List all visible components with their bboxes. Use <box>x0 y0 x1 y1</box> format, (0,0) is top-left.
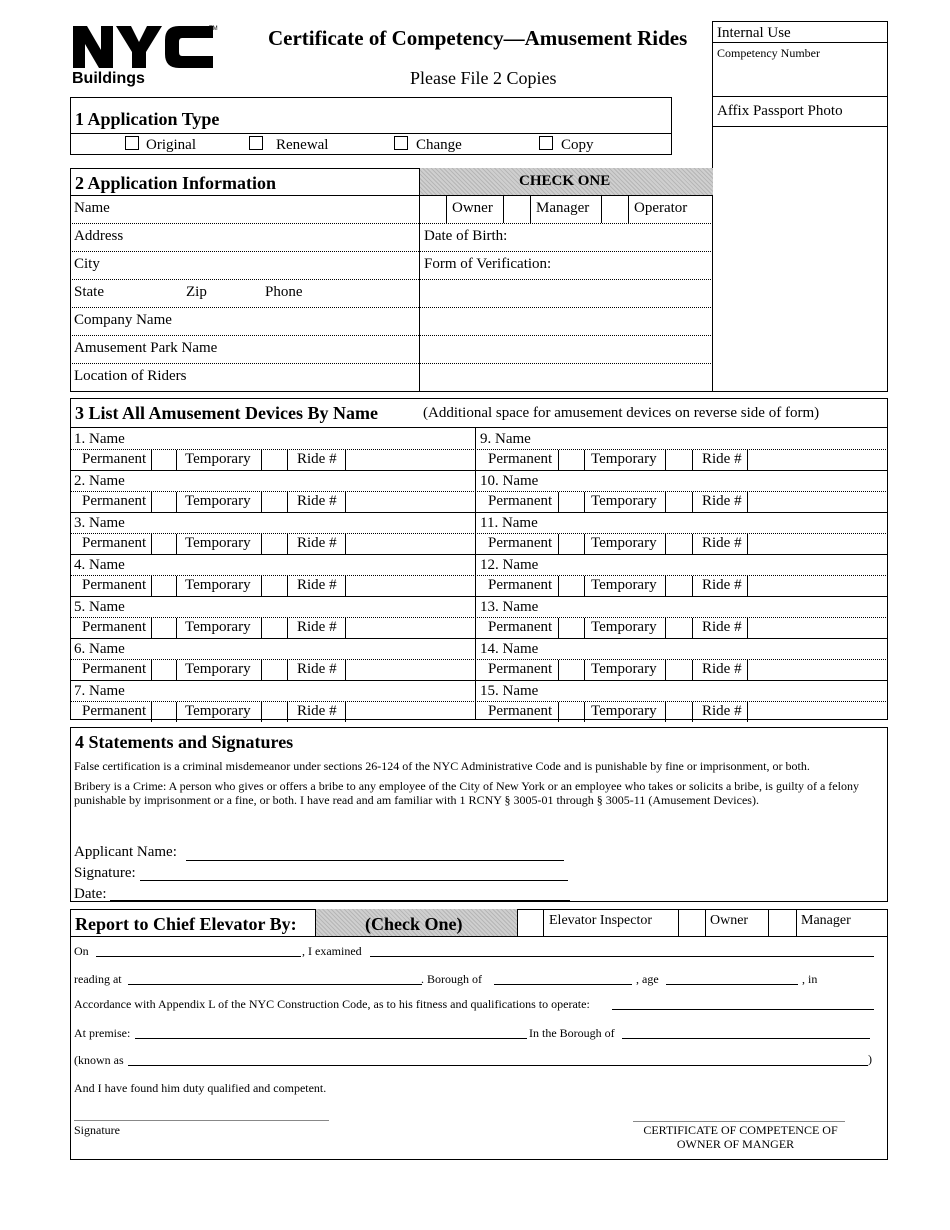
temporary-option[interactable]: Temporary <box>591 451 657 467</box>
in-borough-label: In the Borough of <box>529 1026 615 1040</box>
permanent-option[interactable]: Permanent <box>488 661 553 677</box>
permanent-option[interactable]: Permanent <box>488 703 553 719</box>
temporary-option[interactable]: Temporary <box>185 661 251 677</box>
ride-number-field[interactable]: Ride # <box>702 703 742 719</box>
temporary-option[interactable]: Temporary <box>185 703 251 719</box>
ride-number-field[interactable]: Ride # <box>702 535 742 551</box>
on-date-input[interactable] <box>96 956 301 957</box>
application-info-title: 2 Application Information <box>75 173 277 193</box>
permanent-option[interactable]: Permanent <box>82 451 147 467</box>
statements-section <box>70 727 888 902</box>
permanent-option[interactable]: Permanent <box>488 493 553 509</box>
passport-photo-area[interactable]: Affix Passport Photo <box>717 103 843 119</box>
device-name-field[interactable]: 3. Name <box>74 515 125 531</box>
phone-field[interactable]: Phone <box>265 284 303 300</box>
temporary-option[interactable]: Temporary <box>591 661 657 677</box>
in-label: , in <box>802 972 818 986</box>
city-field[interactable]: City <box>74 256 100 272</box>
ride-number-field[interactable]: Ride # <box>297 661 337 677</box>
permanent-option[interactable]: Permanent <box>82 661 147 677</box>
location-field[interactable]: Location of Riders <box>74 368 187 384</box>
accordance-label: Accordance with Appendix L of the NYC Construction Code, as to his fitness and qualifications to operate: <box>74 997 590 1011</box>
temporary-option[interactable]: Temporary <box>591 619 657 635</box>
permanent-option[interactable]: Permanent <box>82 577 147 593</box>
certificate-signature-input[interactable] <box>633 1121 845 1122</box>
applicant-name-input[interactable] <box>186 860 564 861</box>
permanent-option[interactable]: Permanent <box>82 619 147 635</box>
date-input[interactable] <box>110 900 570 901</box>
checkbox-icon[interactable] <box>249 136 263 150</box>
device-name-field[interactable]: 14. Name <box>480 641 539 657</box>
permanent-option[interactable]: Permanent <box>488 535 553 551</box>
premise-borough-input[interactable] <box>622 1038 870 1039</box>
borough-label: . Borough of <box>421 972 482 986</box>
age-input[interactable] <box>666 984 798 985</box>
temporary-option[interactable]: Temporary <box>185 451 251 467</box>
form-subtitle: Please File 2 Copies <box>410 68 557 88</box>
nyc-logo-icon <box>71 24 216 70</box>
ride-number-field[interactable]: Ride # <box>702 661 742 677</box>
device-name-field[interactable]: 12. Name <box>480 557 539 573</box>
device-name-field[interactable]: 4. Name <box>74 557 125 573</box>
permanent-option[interactable]: Permanent <box>488 619 553 635</box>
ride-number-field[interactable]: Ride # <box>297 493 337 509</box>
checkbox-icon[interactable] <box>125 136 139 150</box>
report-option-elevator-inspector[interactable]: Elevator Inspector <box>549 913 653 928</box>
statements-title: 4 Statements and Signatures <box>75 732 294 752</box>
svg-text:TM: TM <box>209 26 218 32</box>
ride-number-field[interactable]: Ride # <box>297 619 337 635</box>
device-name-field[interactable]: 13. Name <box>480 599 539 615</box>
examined-input[interactable] <box>370 956 874 957</box>
permanent-option[interactable]: Permanent <box>82 493 147 509</box>
ride-number-field[interactable]: Ride # <box>297 577 337 593</box>
role-manager[interactable]: Manager <box>536 200 590 216</box>
device-name-field[interactable]: 9. Name <box>480 431 531 447</box>
internal-use-box <box>712 21 888 392</box>
applicant-name-label: Applicant Name: <box>74 844 177 860</box>
application-type-title: 1 Application Type <box>75 109 220 129</box>
checkbox-icon[interactable] <box>539 136 553 150</box>
report-option-manager[interactable]: Manager <box>801 913 851 928</box>
premise-input[interactable] <box>135 1038 527 1039</box>
temporary-option[interactable]: Temporary <box>591 577 657 593</box>
date-label: Date: <box>74 886 107 902</box>
verification-field[interactable]: Form of Verification: <box>424 256 552 272</box>
device-name-field[interactable]: 11. Name <box>480 515 538 531</box>
device-name-field[interactable]: 6. Name <box>74 641 125 657</box>
known-as-input[interactable] <box>128 1065 868 1066</box>
temporary-option[interactable]: Temporary <box>185 493 251 509</box>
company-name-field[interactable]: Company Name <box>74 312 172 328</box>
reading-at-input[interactable] <box>128 984 422 985</box>
role-operator[interactable]: Operator <box>634 200 688 216</box>
checkbox-icon[interactable] <box>394 136 408 150</box>
certificate-line1: CERTIFICATE OF COMPETENCE OF <box>643 1123 838 1137</box>
certificate-line2: OWNER OF MANGER <box>676 1137 795 1151</box>
age-label: , age <box>636 972 659 986</box>
false-cert-statement: False certification is a criminal misdemeanor under sections 26-124 of the NYC Administrative Code and is punishable by fine or imprisonment, or both. <box>74 759 810 773</box>
permanent-option[interactable]: Permanent <box>488 577 553 593</box>
device-name-field[interactable]: 7. Name <box>74 683 125 699</box>
devices-title: 3 List All Amusement Devices By Name <box>75 403 378 423</box>
device-name-field[interactable]: 15. Name <box>480 683 539 699</box>
temporary-option[interactable]: Temporary <box>185 619 251 635</box>
temporary-option[interactable]: Temporary <box>591 703 657 719</box>
report-signature-label: Signature <box>74 1123 120 1137</box>
ride-number-field[interactable]: Ride # <box>702 577 742 593</box>
qualifications-input[interactable] <box>612 1009 874 1010</box>
application-info-section <box>70 168 713 392</box>
ride-number-field[interactable]: Ride # <box>702 619 742 635</box>
report-check-one: (Check One) <box>365 914 463 934</box>
temporary-option[interactable]: Temporary <box>591 493 657 509</box>
check-one-label: CHECK ONE <box>519 173 611 189</box>
device-name-field[interactable]: 1. Name <box>74 431 125 447</box>
device-name-field[interactable]: 5. Name <box>74 599 125 615</box>
permanent-option[interactable]: Permanent <box>82 703 147 719</box>
report-option-owner[interactable]: Owner <box>710 913 749 928</box>
temporary-option[interactable]: Temporary <box>591 535 657 551</box>
logo-subtext: Buildings <box>72 70 145 87</box>
bribery-statement: Bribery is a Crime: A person who gives or offers a bribe to any employee of the City of New York or an employee who takes or solicits a bribe, is guilty of a felony punishable by imprisonment or a fine, or both. I have read and am familiar with 1 RCNY § 3005-01 through § 3005-11 (Amusement Devices). <box>74 779 859 807</box>
on-label: On <box>74 944 89 958</box>
ride-number-field[interactable]: Ride # <box>702 451 742 467</box>
found-statement: And I have found him duty qualified and competent. <box>74 1081 327 1095</box>
ride-number-field[interactable]: Ride # <box>297 703 337 719</box>
temporary-option[interactable]: Temporary <box>185 577 251 593</box>
name-field[interactable]: Name <box>74 200 110 216</box>
temporary-option[interactable]: Temporary <box>185 535 251 551</box>
report-signature-input[interactable] <box>74 1120 329 1121</box>
device-name-field[interactable]: 2. Name <box>74 473 125 489</box>
address-field[interactable]: Address <box>74 228 124 244</box>
state-field[interactable]: State <box>74 284 104 300</box>
device-name-field[interactable]: 10. Name <box>480 473 539 489</box>
signature-label: Signature: <box>74 865 136 881</box>
known-as-label: (known as <box>74 1053 124 1067</box>
reading-at-label: reading at <box>74 972 122 986</box>
internal-use-label: Internal Use <box>717 25 791 41</box>
nyc-buildings-logo <box>71 24 216 90</box>
report-title: Report to Chief Elevator By: <box>75 914 297 934</box>
permanent-option[interactable]: Permanent <box>82 535 147 551</box>
form-title: Certificate of Competency—Amusement Rides <box>268 26 688 50</box>
competency-number-field[interactable]: Competency Number <box>717 46 820 60</box>
ride-number-field[interactable]: Ride # <box>297 451 337 467</box>
zip-field[interactable]: Zip <box>186 284 207 300</box>
ride-number-field[interactable]: Ride # <box>702 493 742 509</box>
ride-number-field[interactable]: Ride # <box>297 535 337 551</box>
park-name-field[interactable]: Amusement Park Name <box>74 340 218 356</box>
devices-note: (Additional space for amusement devices on reverse side of form) <box>423 405 820 421</box>
known-as-close: ) <box>868 1052 872 1066</box>
examined-label: , I examined <box>302 944 362 958</box>
role-owner[interactable]: Owner <box>452 200 493 216</box>
dob-field[interactable]: Date of Birth: <box>424 228 508 244</box>
permanent-option[interactable]: Permanent <box>488 451 553 467</box>
at-premise-label: At premise: <box>74 1026 131 1040</box>
borough-input[interactable] <box>494 984 632 985</box>
signature-input[interactable] <box>140 880 568 881</box>
